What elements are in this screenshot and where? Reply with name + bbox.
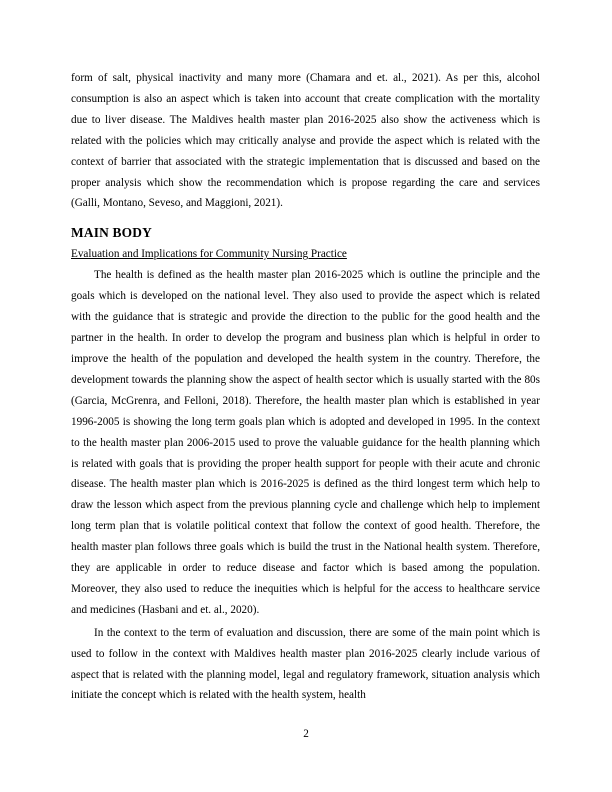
document-page [71, 68, 540, 706]
main-heading: MAIN BODY [71, 225, 153, 241]
body-paragraph-1: The health is defined as the health master plan 2016-2025 which is outline the principle and the goals which is developed on the national level. They also used to provide the aspect which is related with the guidance that is strategic and provide the direction to the public for the good health and the partner in the health. In order to develop the program and business plan which is helpful in order to improve the health of the population and developed the health system in the country. Therefore, the development towards the planning show the aspect of health sector which is usually started with the 80s (Garcia, McGrenra, and Felloni, 2018). Therefore, the health master plan which is established in year 1996-2005 is showing the long term goals plan which is adopted and developed in 1995. In the context to the health master plan 2006-2015 used to prove the valuable guidance for the health planning which is related with goals that is providing the proper health support for people with their acute and chronic disease. The health master plan which is 2016-2025 is defined as the third longest term which help to draw the lesson which aspect from the previous planning cycle and challenge which help to implement long term plan that is volatile political context that follow the context of good health. Therefore, the health master plan follows three goals which is build the trust in the National health system. Therefore, they are applicable in order to reduce disease and factor which is based among the population. Moreover, they also used to reduce the inequities which is helpful for the access to healthcare service and medicines (Hasbani and et. al., 2020). [71, 269, 540, 616]
body-paragraph-2: In the context to the term of evaluation and discussion, there are some of the main point which is used to follow in the context with Maldives health master plan 2016-2025 clearly include various of aspect that is related with the planning model, legal and regulatory framework, situation analysis which initiate the concept which is related with the health system, health [71, 626, 540, 702]
section-subheading: Evaluation and Implications for Community Nursing Practice [71, 248, 347, 261]
page-number: 2 [303, 728, 309, 740]
intro-paragraph: form of salt, physical inactivity and many more (Chamara and et. al., 2021). As per this, alcohol consumption is also an aspect which is taken into account that create complication with the mortality due to liver disease. The Maldives health master plan 2016-2025 also show the activeness which is related with the policies which may critically analyse and provide the aspect which is related with the context of barrier that associated with the strategic implementation that is discussed and based on the proper analysis which show the recommendation which is propose regarding the care and services (Galli, Montano, Seveso, and Maggioni, 2021). [71, 72, 540, 210]
